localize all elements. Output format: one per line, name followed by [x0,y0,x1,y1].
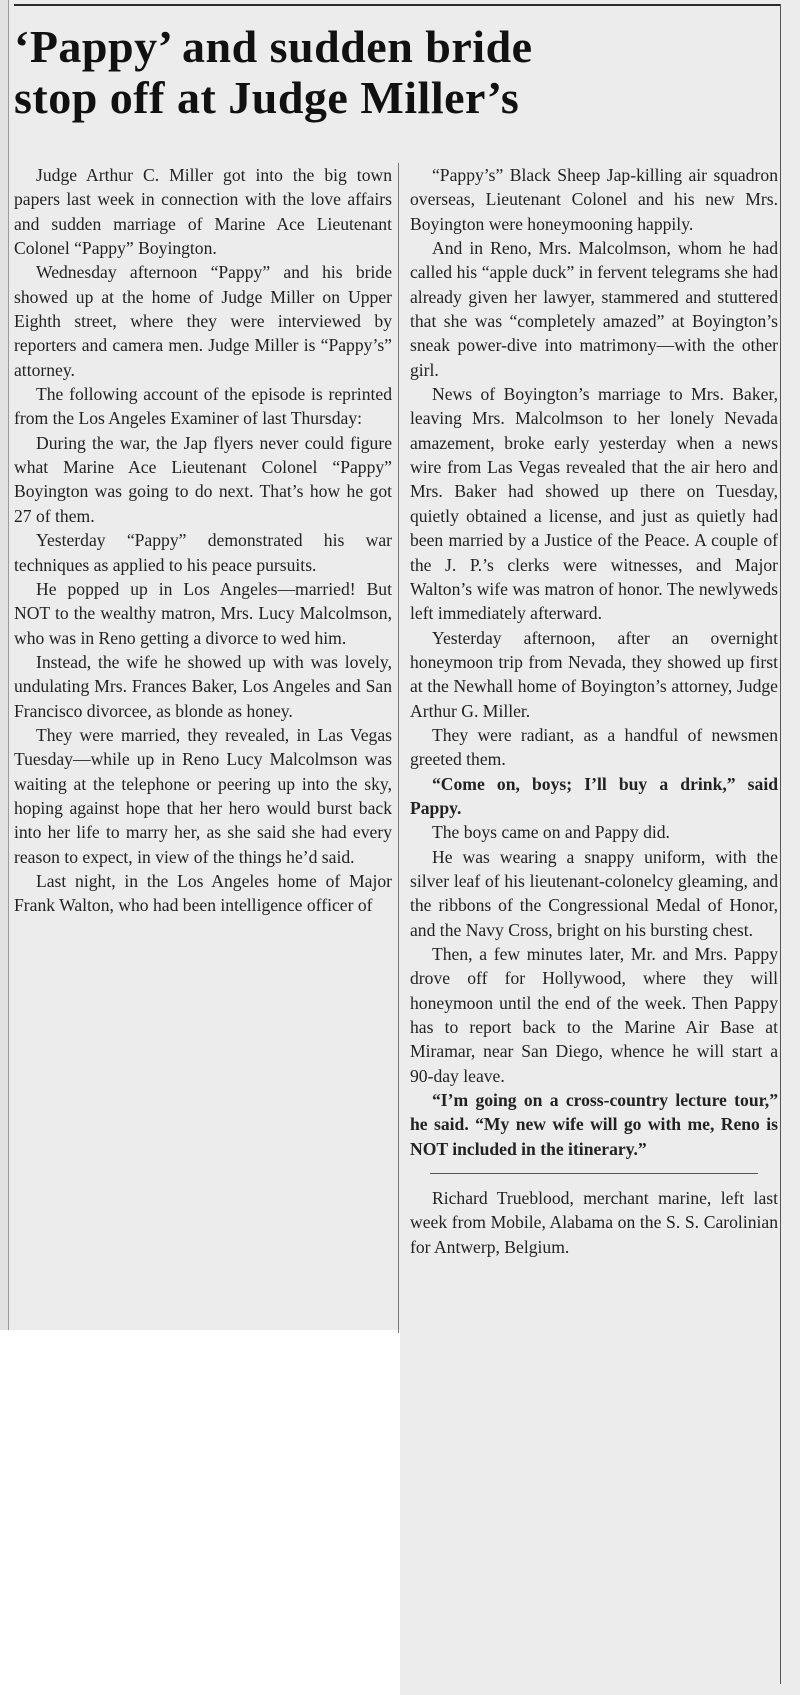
paragraph: He popped up in Los Angeles—married! But NOT to the wealthy matron, Mrs. Lucy Malcolmson, who was in Reno getting a divorce to wed him. [14,578,392,648]
paragraph: Wednesday afternoon “Pappy” and his bride showed up at the home of Judge Miller on Upper Eighth street, where they were interviewed by reporters and camera men. Judge Miller is “Pappy’s” attorney. [14,262,392,380]
headline-line-2: stop off at Judge Miller’s [14,71,520,123]
paragraph: And in Reno, Mrs. Malcolmson, whom he had called his “apple duck” in fervent telegrams she had already given her lawyer, stammered and stuttered that she was “completely amazed” at Boyington’s sneak power-dive into matrimony—with the other girl. [410,238,778,380]
paragraph: The boys came on and Pappy did. [432,822,670,843]
paragraph: They were radiant, as a handful of newsmen greeted them. [410,724,778,770]
headline-line-1: ‘Pappy’ and sudden bride [14,21,533,72]
brief-item: Richard Trueblood, merchant marine, left last week from Mobile, Alabama on the S. S. Carolinian for Antwerp, Belgium. [410,1188,778,1257]
item-separator [430,1173,758,1174]
paragraph: “Pappy’s” Black Sheep Jap-killing air squadron overseas, Lieutenant Colonel and his new Mrs. Boyington were honeymooning happily. [410,165,778,234]
paragraph: Yesterday “Pappy” demonstrated his war techniques as applied to his peace pursuits. [14,530,392,575]
article-column-left [14,163,392,918]
paragraph: During the war, the Jap flyers never could figure what Marine Ace Lieutenant Colonel “Pappy” Boyington was going to do next. That’s how he got 27 of them. [14,432,392,526]
article-column-right [410,163,778,1259]
paragraph: They were married, they revealed, in Las Vegas Tuesday—while up in Reno Lucy Malcolmson was waiting at the telephone or peering up into the sky, hoping against hope that her hero would burst back into her life to marry her, as she said she had every reason to expect, in view of the things he’d said. [14,724,392,867]
right-border [780,4,781,1684]
paragraph: Judge Arthur C. Miller got into the big town papers last week in connection with the love affairs and sudden marriage of Marine Ace Lieutenant Colonel “Pappy” Boyington. [14,165,392,259]
paragraph: Yesterday afternoon, after an overnight honeymoon trip from Nevada, they showed up first at the Newhall home of Boyington’s attorney, Judge Arthur G. Miller. [410,627,778,721]
paragraph: He was wearing a snappy uniform, with the silver leaf of his lieutenant-colonelcy gleaming, and the ribbons of the Congressional Medal of Honor, and the Navy Cross, bright on his bursting chest. [410,846,778,940]
quote-buy-drink: “Come on, boys; I’ll buy a drink,” said Pappy. [410,773,778,818]
paragraph: Last night, in the Los Angeles home of Major Frank Walton, who had been intelligence officer of [14,870,392,916]
headline [14,22,774,123]
top-rule [14,4,780,6]
page-edge [0,0,9,1330]
quote-lecture-tour: “I’m going on a cross-country lecture tour,” he said. “My new wife will go with me, Reno is NOT included in the itinerary.” [410,1090,778,1159]
paragraph: News of Boyington’s marriage to Mrs. Baker, leaving Mrs. Malcolmson to her lonely Nevada amazement, broke early yesterday when a news wire from Las Vegas revealed that the air hero and Mrs. Baker had showed up there on Tuesday, quietly obtained a license, and just as quietly had been married by a Justice of the Peace. A couple of the J. P.’s clerks were witnesses, and Major Walton’s wife was matron of honor. The newlyweds left immediately afterward. [410,384,778,624]
paragraph: Instead, the wife he showed up with was lovely, undulating Mrs. Frances Baker, Los Angeles and San Francisco divorcee, as blonde as honey. [14,651,392,721]
paragraph: The following account of the episode is reprinted from the Los Angeles Examiner of last Thursday: [14,384,392,429]
column-divider [398,163,399,1333]
paragraph: Then, a few minutes later, Mr. and Mrs. Pappy drove off for Hollywood, where they will honeymoon until the end of the week. Then Pappy has to report back to the Marine Air Base at Miramar, near San Diego, whence he will start a 90-day leave. [410,944,778,1086]
